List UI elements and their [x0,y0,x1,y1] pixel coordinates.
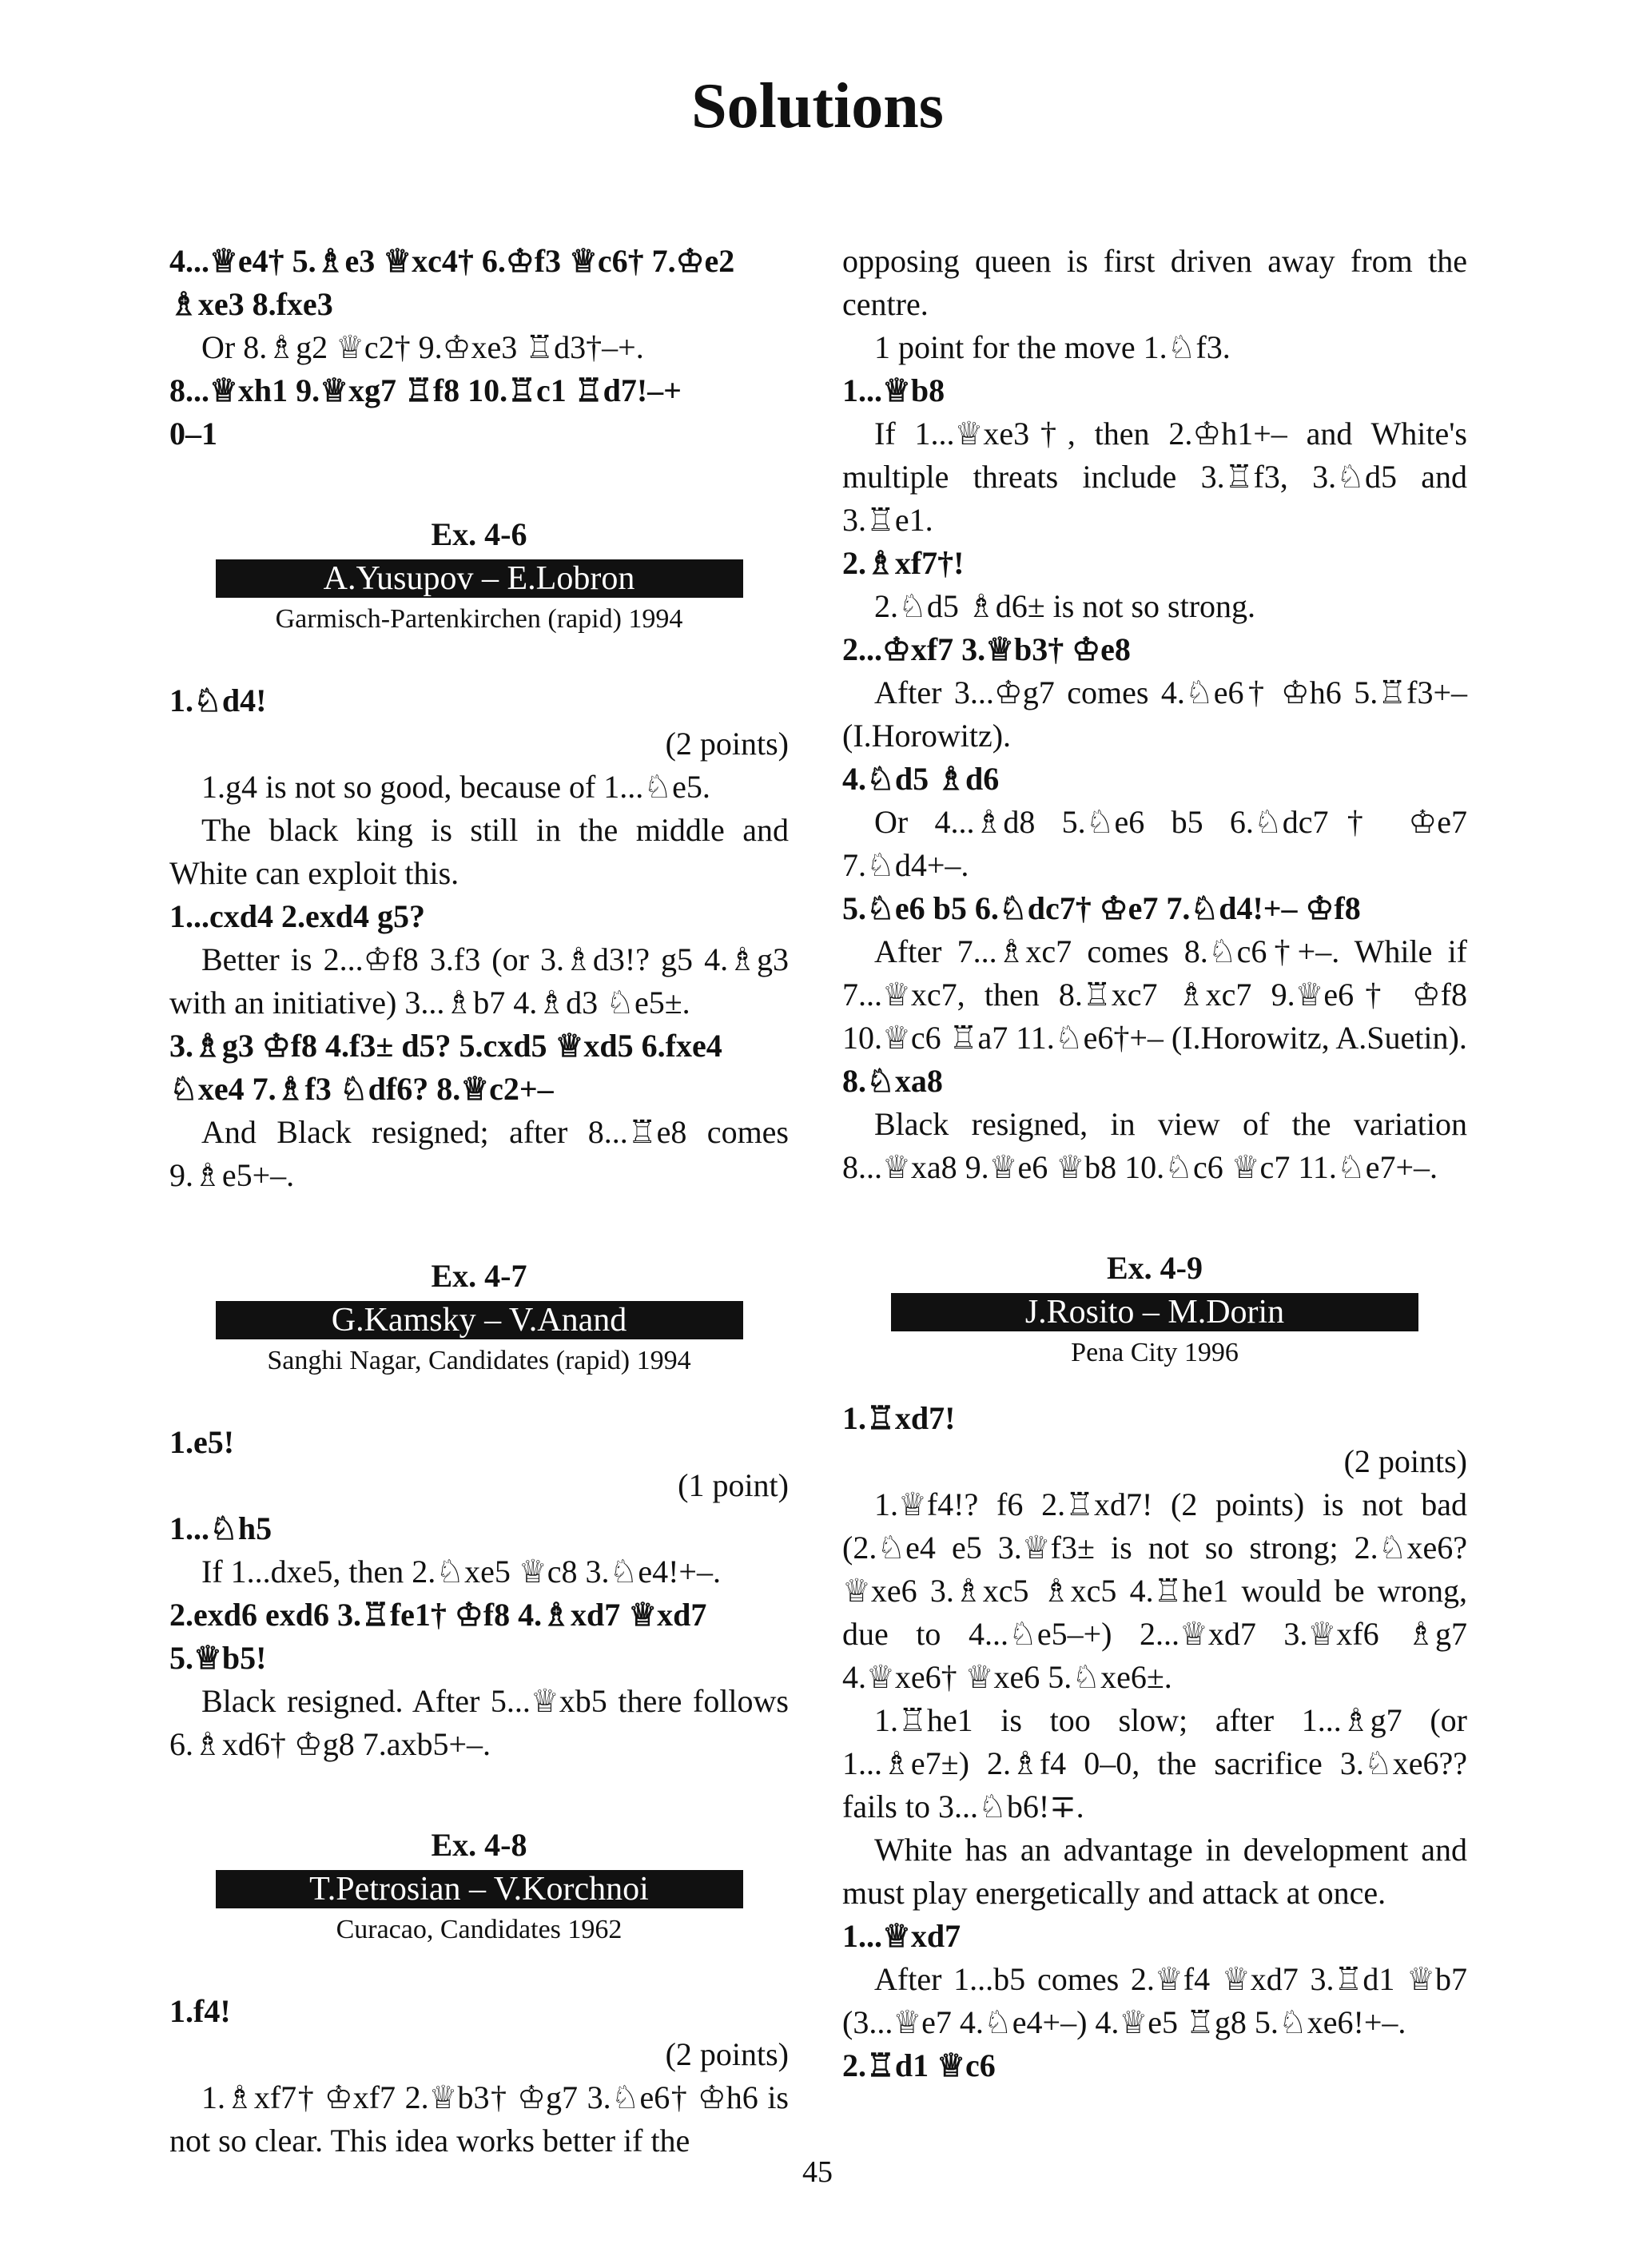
exercise-label: Ex. 4-8 [431,1827,527,1863]
left-column [169,240,789,2163]
points: (1 point) [678,1467,789,1503]
result: 0–1 [169,416,217,452]
move-line: 1...cxd4 2.exd4 g5? [169,898,425,934]
annotation: If 1...♕xe3†, then 2.♔h1+– and White's multiple threats include 3.♖f3, 3.♘d5 and 3.♖e1. [842,416,1467,538]
game-place: Garmisch-Partenkirchen (rapid) 1994 [275,604,683,634]
move-line: 2...♔xf7 3.♕b3† ♔e8 [842,631,1131,667]
page-title: Solutions [691,71,944,141]
annotation: 1.g4 is not so good, because of 1...♘e5. [201,769,710,805]
annotation: Black resigned, in view of the variation 8...♕xa8 9.♕e6 ♕b8 10.♘c6 ♕c7 11.♘e7+–. [842,1106,1467,1185]
exercise-label: Ex. 4-9 [1107,1250,1203,1286]
annotation: 1 point for the move 1.♘f3. [874,329,1231,365]
move-line: 1...♕xd7 [842,1918,961,1954]
move-line: 5.♘e6 b5 6.♘dc7† ♔e7 7.♘d4!+– ♔f8 [842,890,1361,926]
annotation: After 1...b5 comes 2.♕f4 ♕xd7 3.♖d1 ♕b7 (3...♕e7 4.♘e4+–) 4.♕e5 ♖g8 5.♘xe6!+–. [842,1961,1467,2040]
annotation: Black resigned. After 5...♕xb5 there follows 6.♗xd6† ♔g8 7.axb5+–. [169,1683,789,1762]
players-banner: G.Kamsky – V.Anand [216,1301,743,1339]
annotation: If 1...dxe5, then 2.♘xe5 ♕c8 3.♘e4!+–. [201,1554,721,1590]
page-number: 45 [802,2155,833,2189]
annotation: Or 4...♗d8 5.♘e6 b5 6.♘dc7† ♔e7 7.♘d4+–. [842,804,1467,883]
exercise-label: Ex. 4-6 [431,516,527,552]
game-place: Pena City 1996 [1071,1338,1239,1367]
right-column [842,240,1467,2087]
annotation: And Black resigned; after 8...♖e8 comes 9.♗e5+–. [169,1114,789,1193]
players-banner: J.Rosito – M.Dorin [891,1293,1418,1331]
annotation: White has an advantage in development and must play energetically and attack at once. [842,1832,1467,1911]
exercise-label: Ex. 4-7 [431,1258,527,1294]
annotation: Better is 2...♔f8 3.f3 (or 3.♗d3!? g5 4.♗g3 with an initiative) 3...♗b7 4.♗d3 ♘e5±. [169,941,789,1021]
move-line: 4.♘d5 ♗d6 [842,761,1000,797]
annotation: 1.♗xf7† ♔xf7 2.♕b3† ♔g7 3.♘e6† ♔h6 is not so clear. This idea works better if the [169,2079,789,2159]
points: (2 points) [665,2036,789,2072]
points: (2 points) [665,726,789,762]
annotation: 1.♕f4!? f6 2.♖xd7! (2 points) is not bad (2.♘e4 e5 3.♕f3± is not so strong; 2.♘xe6? ♕xe6 3.♗xc5 ♗xc5 4.♖he1 would be wrong, due to 4...♘e5–+) 2...♕xd7 3.♕xf6 ♗g7 4.♕xe6† ♕xe6 5.♘xe6±. [842,1486,1467,1695]
annotation: opposing queen is first driven away from the centre. [842,243,1467,322]
move-line: 4...♕e4† 5.♗e3 ♕xc4† 6.♔f3 ♕c6† 7.♔e2 ♗xe3 8.fxe3 [169,243,735,322]
move-line: 1.f4! [169,1993,231,2029]
annotation: Or 8.♗g2 ♕c2† 9.♔xe3 ♖d3†–+. [201,329,644,365]
annotation: 1.♖he1 is too slow; after 1...♗g7 (or 1...♗e7±) 2.♗f4 0–0, the sacrifice 3.♘xe6?? fails to 3...♘b6!∓. [842,1702,1467,1824]
move-line: 2.♗xf7†! [842,545,965,581]
move-line: 2.exd6 exd6 3.♖fe1† ♔f8 4.♗xd7 ♕xd7 5.♕b5! [169,1597,707,1676]
move-line: 1.e5! [169,1424,235,1460]
move-line: 1...♘h5 [169,1510,272,1546]
move-line: 2.♖d1 ♕c6 [842,2047,996,2083]
annotation: The black king is still in the middle and White can exploit this. [169,812,789,891]
move-line: 1.♘d4! [169,682,267,718]
players-banner: T.Petrosian – V.Korchnoi [216,1870,743,1908]
move-line: 3.♗g3 ♔f8 4.f3± d5? 5.cxd5 ♕xd5 6.fxe4 ♘xe4 7.♗f3 ♘df6? 8.♕c2+– [169,1028,722,1107]
move-line: 1.♖xd7! [842,1400,956,1436]
annotation: After 3...♔g7 comes 4.♘e6† ♔h6 5.♖f3+– (I.Horowitz). [842,674,1467,754]
game-place: Curacao, Candidates 1962 [336,1915,623,1944]
players-banner: A.Yusupov – E.Lobron [216,559,743,598]
annotation: 2.♘d5 ♗d6± is not so strong. [874,588,1256,624]
move-line: 1...♕b8 [842,372,945,408]
annotation: After 7...♗xc7 comes 8.♘c6†+–. While if 7...♕xc7, then 8.♖xc7 ♗xc7 9.♕e6† ♔f8 10.♕c6 ♖a7 11.♘e6†+– (I.Horowitz, A.Suetin). [842,933,1467,1056]
points: (2 points) [1343,1443,1467,1479]
move-line: 8.♘xa8 [842,1063,943,1099]
game-place: Sanghi Nagar, Candidates (rapid) 1994 [267,1346,691,1375]
move-line: 8...♕xh1 9.♕xg7 ♖f8 10.♖c1 ♖d7!–+ [169,372,682,408]
